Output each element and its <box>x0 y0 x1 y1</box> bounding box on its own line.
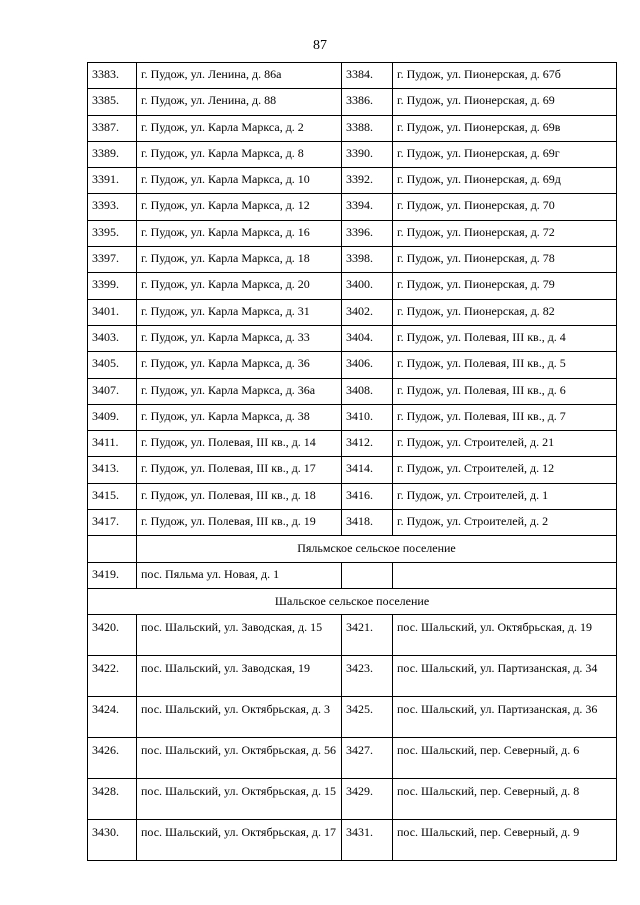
page-number: 87 <box>313 38 327 53</box>
address-left: г. Пудож, ул. Карла Маркса, д. 38 <box>137 404 342 430</box>
row-number-right: 3414. <box>342 457 393 483</box>
row-number-left: 3393. <box>88 194 137 220</box>
address-right: г. Пудож, ул. Строителей, д. 12 <box>393 457 617 483</box>
table-row <box>88 483 617 509</box>
section-spacer-cell <box>88 536 137 562</box>
address-right: г. Пудож, ул. Строителей, д. 2 <box>393 510 617 536</box>
row-number-left: 3387. <box>88 115 137 141</box>
table-row <box>88 247 617 273</box>
address-right: пос. Шальский, ул. Партизанская, д. 34 <box>393 656 617 697</box>
row-number-left: 3383. <box>88 63 137 89</box>
table-row <box>88 168 617 194</box>
table-row <box>88 89 617 115</box>
address-left: г. Пудож, ул. Карла Маркса, д. 20 <box>137 273 342 299</box>
table-row <box>88 510 617 536</box>
address-left: г. Пудож, ул. Ленина, д. 88 <box>137 89 342 115</box>
row-number-left: 3424. <box>88 697 137 738</box>
row-number-left: 3417. <box>88 510 137 536</box>
row-number-right: 3423. <box>342 656 393 697</box>
address-left: пос. Шальский, ул. Заводская, 19 <box>137 656 342 697</box>
row-number-right: 3388. <box>342 115 393 141</box>
address-right: г. Пудож, ул. Пионерская, д. 69 <box>393 89 617 115</box>
address-right: г. Пудож, ул. Пионерская, д. 69д <box>393 168 617 194</box>
address-left: пос. Пяльма ул. Новая, д. 1 <box>137 562 342 588</box>
address-right: г. Пудож, ул. Пионерская, д. 79 <box>393 273 617 299</box>
address-left: г. Пудож, ул. Карла Маркса, д. 8 <box>137 141 342 167</box>
address-left: г. Пудож, ул. Карла Маркса, д. 33 <box>137 325 342 351</box>
address-left: пос. Шальский, ул. Октябрьская, д. 17 <box>137 820 342 861</box>
address-right: г. Пудож, ул. Полевая, III кв., д. 6 <box>393 378 617 404</box>
address-right <box>393 562 617 588</box>
table-row <box>88 615 617 656</box>
table-row <box>88 220 617 246</box>
row-number-left: 3413. <box>88 457 137 483</box>
address-right: г. Пудож, ул. Полевая, III кв., д. 7 <box>393 404 617 430</box>
table-row <box>88 738 617 779</box>
row-number-right: 3431. <box>342 820 393 861</box>
table-row <box>88 656 617 697</box>
address-right: г. Пудож, ул. Пионерская, д. 70 <box>393 194 617 220</box>
row-number-left: 3401. <box>88 299 137 325</box>
row-number-right: 3412. <box>342 431 393 457</box>
row-number-right: 3402. <box>342 299 393 325</box>
section-title: Пяльмское сельское поселение <box>137 536 617 562</box>
row-number-left: 3391. <box>88 168 137 194</box>
address-right: г. Пудож, ул. Пионерская, д. 72 <box>393 220 617 246</box>
table-row <box>88 820 617 861</box>
row-number-left: 3420. <box>88 615 137 656</box>
table-row <box>88 299 617 325</box>
row-number-left: 3397. <box>88 247 137 273</box>
table-row <box>88 63 617 89</box>
row-number-right: 3386. <box>342 89 393 115</box>
section-row <box>88 588 617 614</box>
address-right: пос. Шальский, пер. Северный, д. 6 <box>393 738 617 779</box>
row-number-left: 3405. <box>88 352 137 378</box>
address-right: г. Пудож, ул. Пионерская, д. 69в <box>393 115 617 141</box>
address-right: г. Пудож, ул. Пионерская, д. 67б <box>393 63 617 89</box>
row-number-left: 3419. <box>88 562 137 588</box>
address-right: г. Пудож, ул. Полевая, III кв., д. 5 <box>393 352 617 378</box>
row-number-right: 3406. <box>342 352 393 378</box>
row-number-left: 3389. <box>88 141 137 167</box>
row-number-right: 3425. <box>342 697 393 738</box>
address-left: г. Пудож, ул. Карла Маркса, д. 16 <box>137 220 342 246</box>
address-right: пос. Шальский, ул. Октябрьская, д. 19 <box>393 615 617 656</box>
row-number-left: 3407. <box>88 378 137 404</box>
address-left: пос. Шальский, ул. Октябрьская, д. 15 <box>137 779 342 820</box>
row-number-right: 3398. <box>342 247 393 273</box>
address-left: пос. Шальский, ул. Октябрьская, д. 56 <box>137 738 342 779</box>
row-number-left: 3411. <box>88 431 137 457</box>
row-number-right: 3392. <box>342 168 393 194</box>
table-row <box>88 194 617 220</box>
row-number-left: 3385. <box>88 89 137 115</box>
row-number-right: 3421. <box>342 615 393 656</box>
address-left: г. Пудож, ул. Полевая, III кв., д. 19 <box>137 510 342 536</box>
address-right: г. Пудож, ул. Пионерская, д. 78 <box>393 247 617 273</box>
row-number-right: 3418. <box>342 510 393 536</box>
address-left: г. Пудож, ул. Карла Маркса, д. 31 <box>137 299 342 325</box>
table-row <box>88 779 617 820</box>
address-left: г. Пудож, ул. Карла Маркса, д. 18 <box>137 247 342 273</box>
row-number-right: 3410. <box>342 404 393 430</box>
table-row <box>88 404 617 430</box>
address-right: пос. Шальский, ул. Партизанская, д. 36 <box>393 697 617 738</box>
address-right: г. Пудож, ул. Строителей, д. 1 <box>393 483 617 509</box>
address-left: г. Пудож, ул. Полевая, III кв., д. 18 <box>137 483 342 509</box>
row-number-right: 3390. <box>342 141 393 167</box>
table-row <box>88 141 617 167</box>
table-row <box>88 352 617 378</box>
address-left: г. Пудож, ул. Полевая, III кв., д. 14 <box>137 431 342 457</box>
row-number-right <box>342 562 393 588</box>
table-row <box>88 431 617 457</box>
row-number-right: 3416. <box>342 483 393 509</box>
row-number-left: 3415. <box>88 483 137 509</box>
address-left: пос. Шальский, ул. Октябрьская, д. 3 <box>137 697 342 738</box>
address-right: пос. Шальский, пер. Северный, д. 9 <box>393 820 617 861</box>
row-number-left: 3395. <box>88 220 137 246</box>
address-left: г. Пудож, ул. Полевая, III кв., д. 17 <box>137 457 342 483</box>
address-right: пос. Шальский, пер. Северный, д. 8 <box>393 779 617 820</box>
row-number-right: 3427. <box>342 738 393 779</box>
address-left: пос. Шальский, ул. Заводская, д. 15 <box>137 615 342 656</box>
row-number-right: 3384. <box>342 63 393 89</box>
table-row <box>88 273 617 299</box>
row-number-left: 3430. <box>88 820 137 861</box>
address-left: г. Пудож, ул. Карла Маркса, д. 2 <box>137 115 342 141</box>
row-number-right: 3404. <box>342 325 393 351</box>
table-row <box>88 115 617 141</box>
section-row <box>88 536 617 562</box>
address-left: г. Пудож, ул. Карла Маркса, д. 36 <box>137 352 342 378</box>
address-right: г. Пудож, ул. Пионерская, д. 82 <box>393 299 617 325</box>
row-number-left: 3403. <box>88 325 137 351</box>
row-number-left: 3426. <box>88 738 137 779</box>
row-number-right: 3429. <box>342 779 393 820</box>
table-row <box>88 325 617 351</box>
address-right: г. Пудож, ул. Строителей, д. 21 <box>393 431 617 457</box>
row-number-left: 3422. <box>88 656 137 697</box>
table-row <box>88 378 617 404</box>
address-right: г. Пудож, ул. Пионерская, д. 69г <box>393 141 617 167</box>
table-row <box>88 562 617 588</box>
row-number-left: 3428. <box>88 779 137 820</box>
section-title: Шальское сельское поселение <box>88 588 617 614</box>
address-left: г. Пудож, ул. Карла Маркса, д. 12 <box>137 194 342 220</box>
table-row <box>88 457 617 483</box>
address-left: г. Пудож, ул. Карла Маркса, д. 36а <box>137 378 342 404</box>
row-number-left: 3399. <box>88 273 137 299</box>
address-table <box>87 62 617 861</box>
row-number-right: 3400. <box>342 273 393 299</box>
address-right: г. Пудож, ул. Полевая, III кв., д. 4 <box>393 325 617 351</box>
row-number-right: 3394. <box>342 194 393 220</box>
table-row <box>88 697 617 738</box>
row-number-left: 3409. <box>88 404 137 430</box>
address-left: г. Пудож, ул. Ленина, д. 86а <box>137 63 342 89</box>
row-number-right: 3396. <box>342 220 393 246</box>
row-number-right: 3408. <box>342 378 393 404</box>
address-left: г. Пудож, ул. Карла Маркса, д. 10 <box>137 168 342 194</box>
address-table-body <box>88 63 617 861</box>
